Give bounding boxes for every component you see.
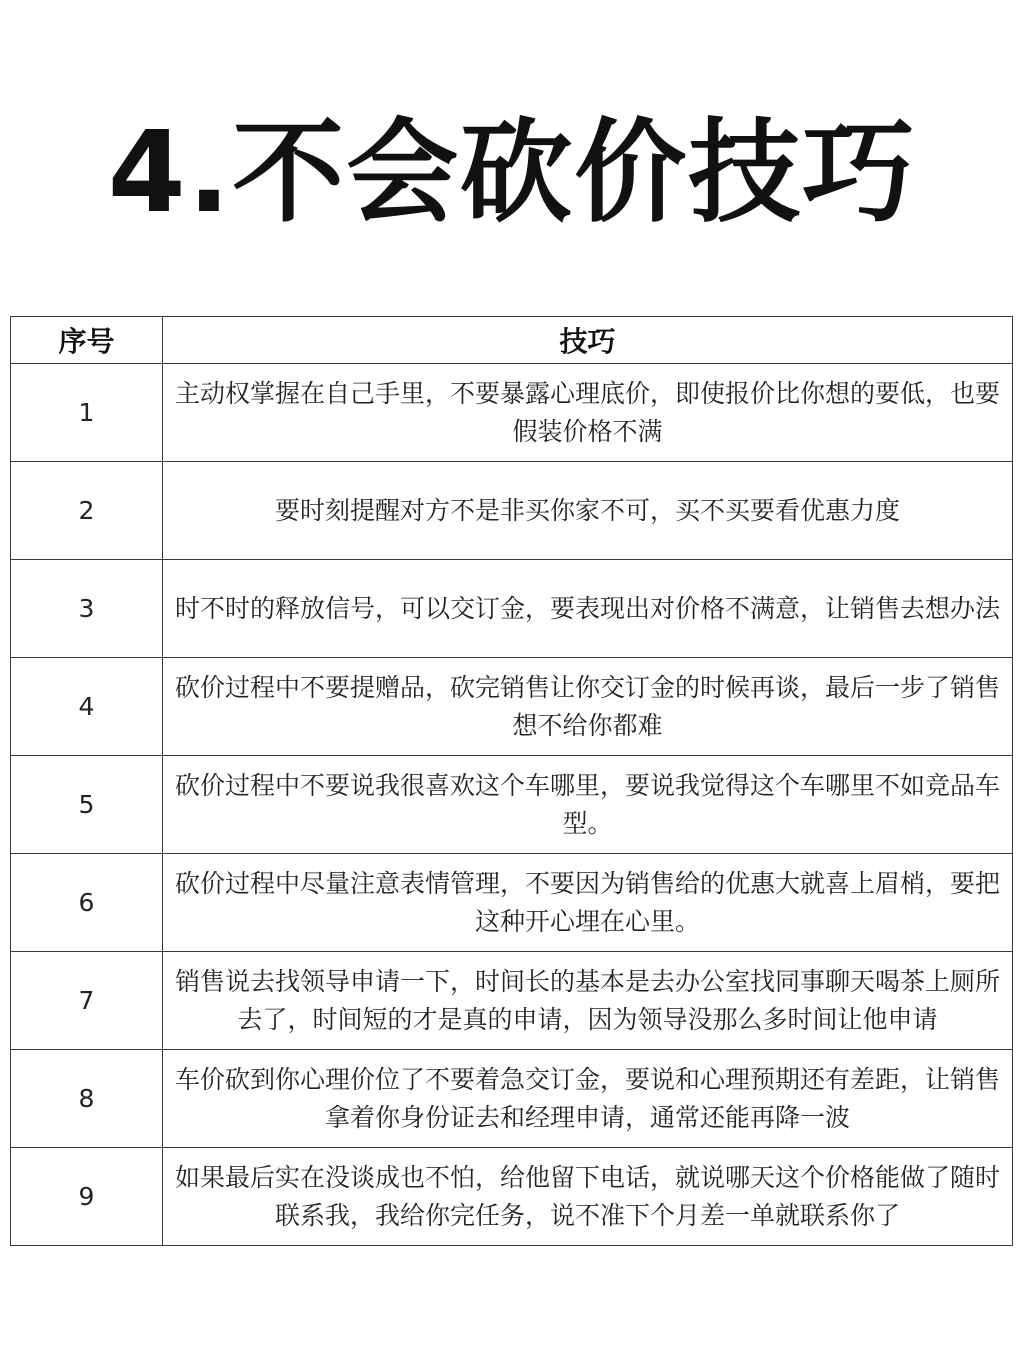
table-row: [11, 952, 1013, 1050]
page-title: 4.不会砍价技巧: [107, 108, 917, 238]
tips-table: [10, 316, 1013, 1246]
row-tip: 砍价过程中不要提赠品，砍完销售让你交订金的时候再谈，最后一步了销售想不给你都难: [163, 658, 1013, 756]
table-header-row: [11, 317, 1013, 364]
row-index: 7: [11, 952, 163, 1050]
row-tip: 要时刻提醒对方不是非买你家不可，买不买要看优惠力度: [163, 462, 1013, 560]
row-index: 5: [11, 756, 163, 854]
header-index: 序号: [11, 317, 163, 364]
table-row: [11, 756, 1013, 854]
row-tip: 销售说去找领导申请一下，时间长的基本是去办公室找同事聊天喝茶上厕所去了，时间短的才是真的申请，因为领导没那么多时间让他申请: [163, 952, 1013, 1050]
header-tip: 技巧: [163, 317, 1013, 364]
row-tip: 如果最后实在没谈成也不怕，给他留下电话，就说哪天这个价格能做了随时联系我，我给你完任务，说不准下个月差一单就联系你了: [163, 1148, 1013, 1246]
table-row: [11, 462, 1013, 560]
row-index: 8: [11, 1050, 163, 1148]
table-row: [11, 1050, 1013, 1148]
row-tip: 时不时的释放信号，可以交订金，要表现出对价格不满意，让销售去想办法: [163, 560, 1013, 658]
row-index: 1: [11, 364, 163, 462]
table-row: [11, 560, 1013, 658]
row-index: 2: [11, 462, 163, 560]
table-row: [11, 658, 1013, 756]
table-row: [11, 364, 1013, 462]
row-index: 6: [11, 854, 163, 952]
table-row: [11, 1148, 1013, 1246]
table-row: [11, 854, 1013, 952]
row-tip: 砍价过程中不要说我很喜欢这个车哪里，要说我觉得这个车哪里不如竞品车型。: [163, 756, 1013, 854]
row-tip: 车价砍到你心理价位了不要着急交订金，要说和心理预期还有差距，让销售拿着你身份证去和经理申请，通常还能再降一波: [163, 1050, 1013, 1148]
row-tip: 主动权掌握在自己手里，不要暴露心理底价，即使报价比你想的要低，也要假装价格不满: [163, 364, 1013, 462]
row-index: 9: [11, 1148, 163, 1246]
row-index: 4: [11, 658, 163, 756]
row-index: 3: [11, 560, 163, 658]
row-tip: 砍价过程中尽量注意表情管理，不要因为销售给的优惠大就喜上眉梢，要把这种开心埋在心里。: [163, 854, 1013, 952]
